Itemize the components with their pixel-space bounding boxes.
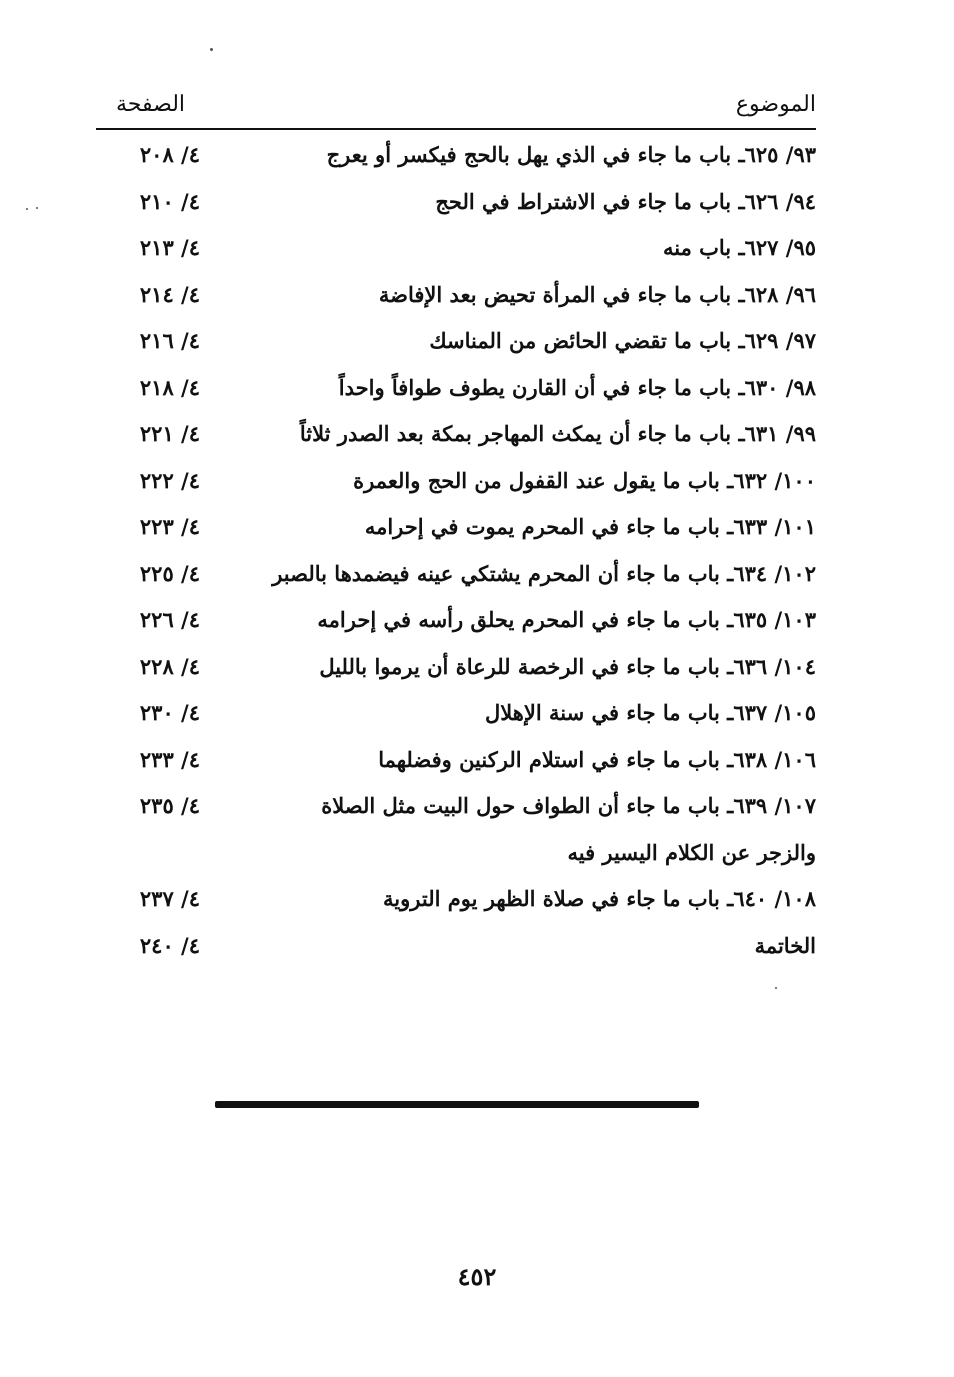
page-number: ٤٥٢ [457, 1262, 497, 1291]
toc-entry [96, 510, 816, 557]
toc-entry [96, 417, 816, 464]
entry-page: ٤/ ٢٣٣ [139, 746, 200, 772]
toc-entry [96, 231, 816, 278]
entry-page: ٤/ ٢٣٠ [139, 700, 200, 725]
entry-title: ١٠٥/ ٦٣٧ـ باب ما جاء في سنة الإهلال [484, 700, 816, 725]
toc-entry [96, 882, 816, 929]
toc-entry [96, 464, 816, 511]
entry-page: ٤/ ٢٣٥ [139, 793, 200, 818]
entry-title: ٩٩/ ٦٣١ـ باب ما جاء أن يمكث المهاجر بمكة بعد الصدر ثلاثاً [299, 421, 816, 446]
entry-title: ٩٧/ ٦٢٩ـ باب ما تقضي الحائض من المناسك [429, 328, 816, 353]
toc-entry [96, 138, 816, 185]
scan-speck [26, 208, 28, 210]
entry-page: ٤/ ٢٢٨ [139, 653, 200, 679]
entry-page: ٤/ ٢٠٨ [139, 142, 200, 167]
topic-column-heading: الموضوع [735, 92, 816, 117]
toc-entry [96, 743, 816, 790]
entry-page: ٤/ ٢٢١ [139, 421, 200, 446]
closing-rule [215, 1101, 699, 1108]
entry-title: ١٠٨/ ٦٤٠ـ باب ما جاء في صلاة الظهر يوم التروية [383, 886, 816, 911]
toc-entry [96, 650, 816, 697]
entry-title: ٩٤/ ٦٢٦ـ باب ما جاء في الاشتراط في الحج [435, 188, 816, 214]
entry-page: ٤/ ٢١٤ [139, 281, 200, 307]
entry-page: ٤/ ٢٣٧ [139, 886, 200, 911]
toc-entry [96, 371, 816, 418]
toc-entry-continuation [96, 836, 816, 883]
entry-title: ١٠٠/ ٦٣٢ـ باب ما يقول عند القفول من الحج والعمرة [353, 467, 816, 493]
toc-entry [96, 324, 816, 371]
entry-title: ١٠٢/ ٦٣٤ـ باب ما جاء أن المحرم يشتكي عينه فيضمدها بالصبر [272, 560, 816, 586]
page-column-heading: الصفحة [116, 92, 186, 117]
toc-entry [96, 929, 816, 976]
scan-speck [36, 207, 38, 209]
entry-title: ٩٣/ ٦٢٥ـ باب ما جاء في الذي يهل بالحج فيكسر أو يعرج [326, 142, 816, 167]
scan-speck [775, 987, 777, 989]
entry-title: ١٠٧/ ٦٣٩ـ باب ما جاء أن الطواف حول البيت مثل الصلاة [321, 793, 816, 818]
entry-title: الخاتمة [754, 932, 816, 958]
entry-page: ٤/ ٢٢٥ [139, 560, 200, 586]
toc-entry [96, 789, 816, 836]
entry-title: ١٠٦/ ٦٣٨ـ باب ما جاء في استلام الركنين وفضلهما [378, 746, 816, 772]
toc-entry [96, 557, 816, 604]
entry-page: ٤/ ٢٢٣ [139, 514, 200, 539]
entry-title: ١٠١/ ٦٣٣ـ باب ما جاء في المحرم يموت في إحرامه [364, 514, 816, 539]
entry-page: ٤/ ٢١٨ [139, 374, 200, 400]
toc-entry [96, 603, 816, 650]
entry-title: ٩٦/ ٦٢٨ـ باب ما جاء في المرأة تحيض بعد الإفاضة [378, 281, 816, 307]
toc-entry [96, 278, 816, 325]
toc-header [96, 92, 816, 130]
entry-title: ٩٥/ ٦٢٧ـ باب منه [662, 235, 816, 260]
entry-page: ٤/ ٢٤٠ [139, 932, 200, 958]
entry-page: ٤/ ٢٢٦ [139, 607, 200, 632]
entry-page: ٤/ ٢٢٢ [139, 467, 200, 493]
entry-page: ٤/ ٢١٣ [139, 235, 200, 260]
toc-entry [96, 696, 816, 743]
entry-page: ٤/ ٢١٦ [139, 328, 200, 353]
entry-title: ١٠٤/ ٦٣٦ـ باب ما جاء في الرخصة للرعاة أن يرموا بالليل [319, 653, 816, 679]
entry-title: والزجر عن الكلام اليسير فيه [567, 839, 816, 865]
toc-entry [96, 185, 816, 232]
scan-speck [210, 48, 213, 51]
entry-title: ٩٨/ ٦٣٠ـ باب ما جاء في أن القارن يطوف طوافاً واحداً [338, 374, 816, 400]
entry-page: ٤/ ٢١٠ [139, 188, 200, 214]
table-of-contents [96, 138, 816, 975]
entry-title: ١٠٣/ ٦٣٥ـ باب ما جاء في المحرم يحلق رأسه في إحرامه [317, 607, 816, 632]
